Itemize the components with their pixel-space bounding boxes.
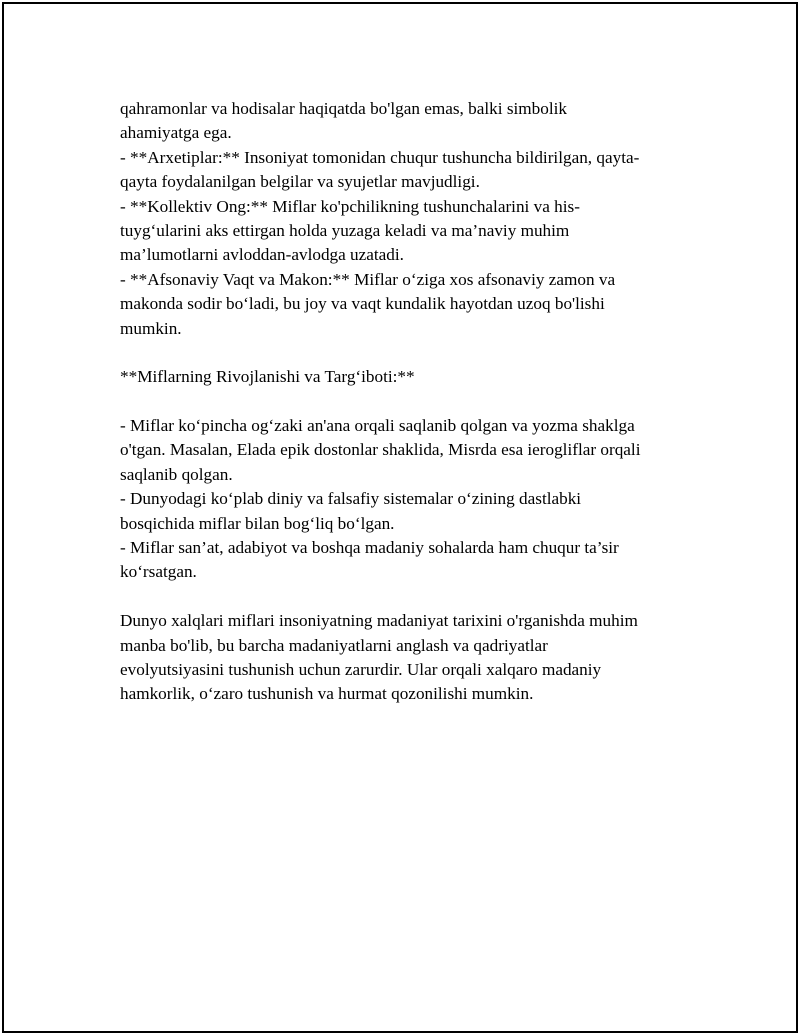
text-line: hamkorlik, o‘zaro tushunish va hurmat qozonilishi mumkin. xyxy=(120,684,534,704)
text-line: mumkin. xyxy=(120,318,182,338)
heading-line: **Miflarning Rivojlanishi va Targ‘iboti:** xyxy=(120,367,415,387)
text-line: o'tgan. Masalan, Elada epik dostonlar shaklida, Misrda esa ierogliflar orqali xyxy=(120,440,641,460)
text-line: ahamiyatga ega. xyxy=(120,123,232,143)
text-line: ma’lumotlarni avloddan-avlodga uzatadi. xyxy=(120,245,404,265)
text-line: tuyg‘ularini aks ettirgan holda yuzaga keladi va ma’naviy muhim xyxy=(120,220,570,240)
paragraph-myth-spread xyxy=(120,414,690,585)
text-line: - **Kollektiv Ong:** Miflar ko'pchilikning tushunchalarini va his- xyxy=(120,196,580,216)
text-line: evolyutsiyasini tushunish uchun zarurdir. Ular orqali xalqaro madaniy xyxy=(120,659,602,679)
text-line: qayta foydalanilgan belgilar va syujetlar mavjudligi. xyxy=(120,172,480,192)
paragraph-conclusion xyxy=(120,609,690,707)
text-line: ko‘rsatgan. xyxy=(120,562,197,582)
paragraph-spacer xyxy=(120,585,690,609)
document-body xyxy=(120,97,690,707)
text-line: bosqichida miflar bilan bog‘liq bo‘lgan. xyxy=(120,513,395,533)
section-heading xyxy=(120,365,690,389)
page-frame xyxy=(2,2,798,1033)
text-line: - **Arxetiplar:** Insoniyat tomonidan chuqur tushuncha bildirilgan, qayta- xyxy=(120,147,640,167)
text-line: Dunyo xalqlari miflari insoniyatning madaniyat tarixini o'rganishda muhim xyxy=(120,611,638,631)
text-line: makonda sodir bo‘ladi, bu joy va vaqt kundalik hayotdan uzoq bo'lishi xyxy=(120,294,605,314)
text-line: manba bo'lib, bu barcha madaniyatlarni anglash va qadriyatlar xyxy=(120,635,548,655)
text-line: - Miflar san’at, adabiyot va boshqa madaniy sohalarda ham chuqur ta’sir xyxy=(120,538,619,558)
text-line: qahramonlar va hodisalar haqiqatda bo'lgan emas, balki simbolik xyxy=(120,99,567,118)
text-line: - Miflar ko‘pincha og‘zaki an'ana orqali saqlanib qolgan va yozma shaklga xyxy=(120,416,635,436)
paragraph-spacer xyxy=(120,341,690,365)
text-line: saqlanib qolgan. xyxy=(120,464,233,484)
paragraph-spacer xyxy=(120,390,690,414)
paragraph-myth-features xyxy=(120,97,690,341)
text-line: - Dunyodagi ko‘plab diniy va falsafiy sistemalar o‘zining dastlabki xyxy=(120,489,582,509)
text-line: - **Afsonaviy Vaqt va Makon:** Miflar o‘ziga xos afsonaviy zamon va xyxy=(120,269,616,289)
